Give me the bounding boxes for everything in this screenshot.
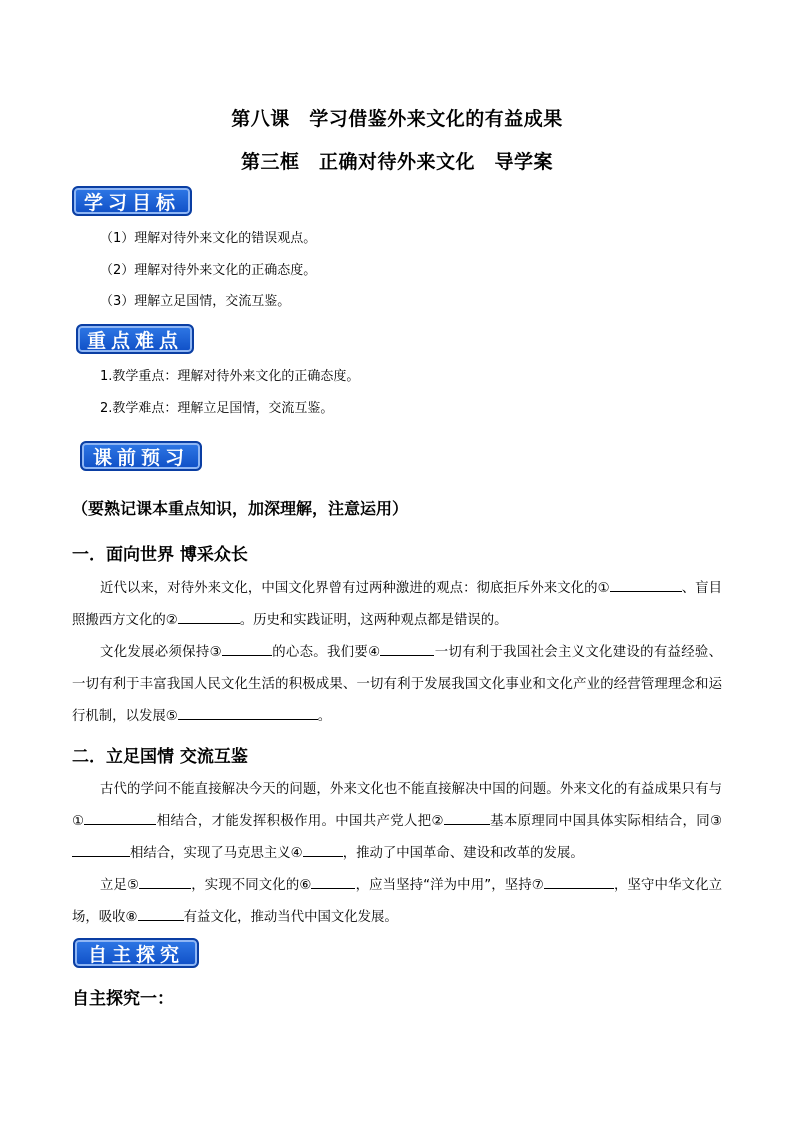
blank-4[interactable]: [380, 639, 434, 656]
objective-1: （1）理解对待外来文化的错误观点。: [100, 231, 317, 246]
blank-12[interactable]: [544, 872, 614, 889]
key-points-badge: 重点难点: [76, 324, 194, 354]
part1-heading: 一．面向世界 博采众长: [72, 545, 248, 565]
blank-3[interactable]: [222, 639, 272, 656]
blank-10[interactable]: [139, 872, 191, 889]
blank-11[interactable]: [311, 872, 355, 889]
key-point-2: 2.教学难点：理解立足国情，交流互鉴。: [100, 401, 334, 416]
blank-13[interactable]: [138, 904, 184, 921]
part1-paragraph-2: 文化发展必须保持③ 的心态。我们要④ 一切有利于我国社会主义文化建设的有益经验、一切有利于丰富我国人民文化生活的积极成果、一切有利于发展我国文化事业和文化产业的经营管理理念和运行机制，以发展⑤ 。: [72, 637, 722, 733]
objectives-badge: 学习目标: [72, 186, 192, 216]
blank-6[interactable]: [84, 808, 156, 825]
blank-8[interactable]: [72, 840, 130, 857]
blank-1[interactable]: [610, 575, 682, 592]
explore-subheading: 自主探究一：: [72, 989, 174, 1009]
part2-heading: 二．立足国情 交流互鉴: [72, 747, 248, 767]
blank-2[interactable]: [178, 607, 240, 624]
preview-note: （要熟记课本重点知识，加深理解，注意运用）: [72, 499, 409, 518]
objective-2: （2）理解对待外来文化的正确态度。: [100, 263, 317, 278]
explore-badge: 自主探究: [73, 938, 199, 968]
objective-3: （3）理解立足国情，交流互鉴。: [100, 294, 291, 309]
section-title: 第三框 正确对待外来文化 导学案: [240, 151, 553, 173]
part1-paragraph-1: 近代以来，对待外来文化，中国文化界曾有过两种激进的观点：彻底拒斥外来文化的① 、盲目照搬西方文化的② 。历史和实践证明，这两种观点都是错误的。: [72, 573, 722, 637]
key-point-1: 1.教学重点：理解对待外来文化的正确态度。: [100, 369, 360, 384]
part2-paragraph-1: 古代的学问不能直接解决今天的问题，外来文化也不能直接解决中国的问题。外来文化的有益成果只有与① 相结合，才能发挥积极作用。中国共产党人把② 基本原理同中国具体实际相结合，同③相结合，实现了马克思主义④ ，推动了中国革命、建设和改革的发展。: [72, 782, 722, 861]
preview-badge: 课前预习: [80, 441, 202, 471]
blank-5[interactable]: [178, 703, 318, 720]
blank-9[interactable]: [303, 840, 343, 857]
part2-paragraph-2: 立足⑤ ，实现不同文化的⑥ ，应当坚持“洋为中用”，坚持⑦ ，坚守中华文化立场，吸收⑧ 有益文化，推动当代中国文化发展。: [72, 870, 722, 934]
blank-7[interactable]: [444, 808, 490, 825]
lesson-title: 第八课 学习借鉴外来文化的有益成果: [231, 108, 563, 130]
